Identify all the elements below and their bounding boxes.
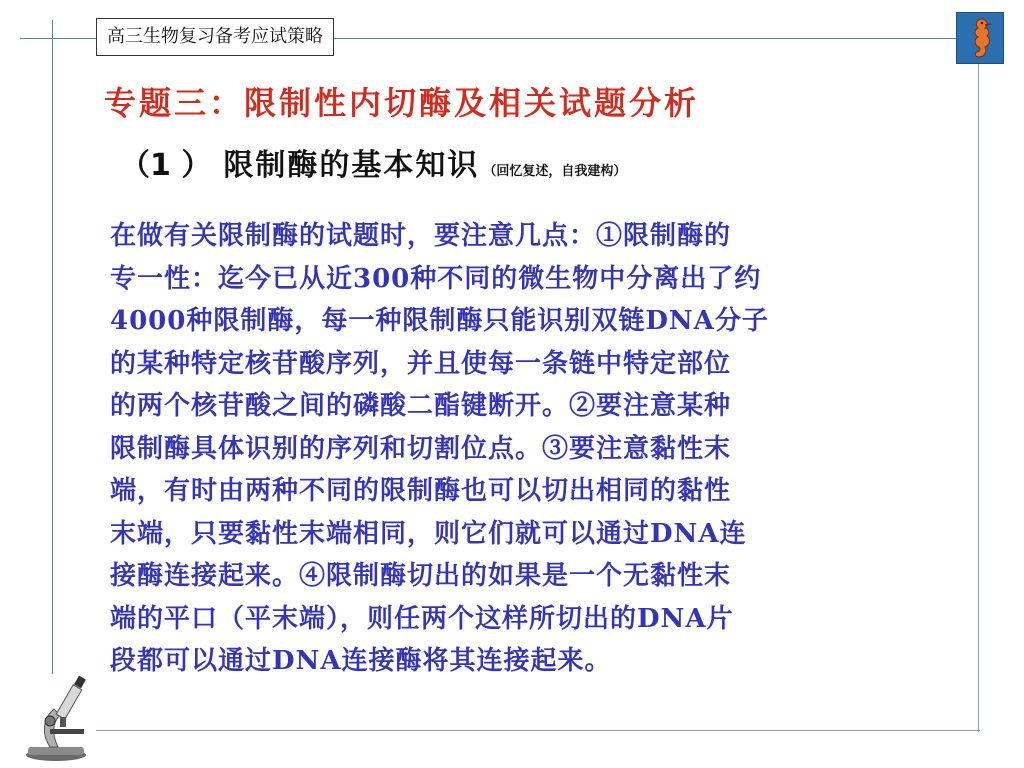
course-title: 高三生物复习备考应试策略 xyxy=(107,26,323,47)
footer-rule xyxy=(96,730,980,731)
body-line: 专一性：迄今已从近300种不同的微生物中分离出了约 xyxy=(110,263,762,294)
body-line: 末端，只要黏性末端相同，则它们就可以通过DNA连 xyxy=(110,518,747,549)
section-note: （回忆复述，自我建构） xyxy=(483,164,627,179)
section-number: （1 ） xyxy=(120,148,212,183)
right-margin-rule xyxy=(978,50,979,732)
section-subtitle xyxy=(120,140,626,184)
left-margin-rule xyxy=(52,20,53,674)
body-line: 在做有关限制酶的试题时，要注意几点：①限制酶的 xyxy=(110,221,732,251)
course-title-box xyxy=(96,18,334,56)
body-line: 的某种特定核苷酸序列，并且使每一条链中特定部位 xyxy=(110,348,732,379)
body-paragraph xyxy=(110,215,930,683)
body-line: 段都可以通过DNA连接酶将其连接起来。 xyxy=(110,646,612,676)
section-heading: 限制酶的基本知识 xyxy=(223,148,480,183)
body-line: 接酶连接起来。④限制酶切出的如果是一个无黏性末 xyxy=(110,561,732,591)
microscope-icon xyxy=(20,675,100,763)
body-line: 端，有时由两种不同的限制酶也可以切出相同的黏性 xyxy=(110,476,732,506)
body-line: 端的平口（平末端），则任两个这样所切出的DNA片 xyxy=(110,603,734,634)
body-line: 限制酶具体识别的序列和切割位点。③要注意黏性末 xyxy=(110,433,732,464)
body-line: 4000种限制酶，每一种限制酶只能识别双链DNA分子 xyxy=(110,306,769,336)
slide-title: 专题三：限制性内切酶及相关试题分析 xyxy=(104,84,700,122)
body-line: 的两个核苷酸之间的磷酸二酯键断开。②要注意某种 xyxy=(110,391,732,421)
seahorse-logo-icon xyxy=(956,12,1004,64)
